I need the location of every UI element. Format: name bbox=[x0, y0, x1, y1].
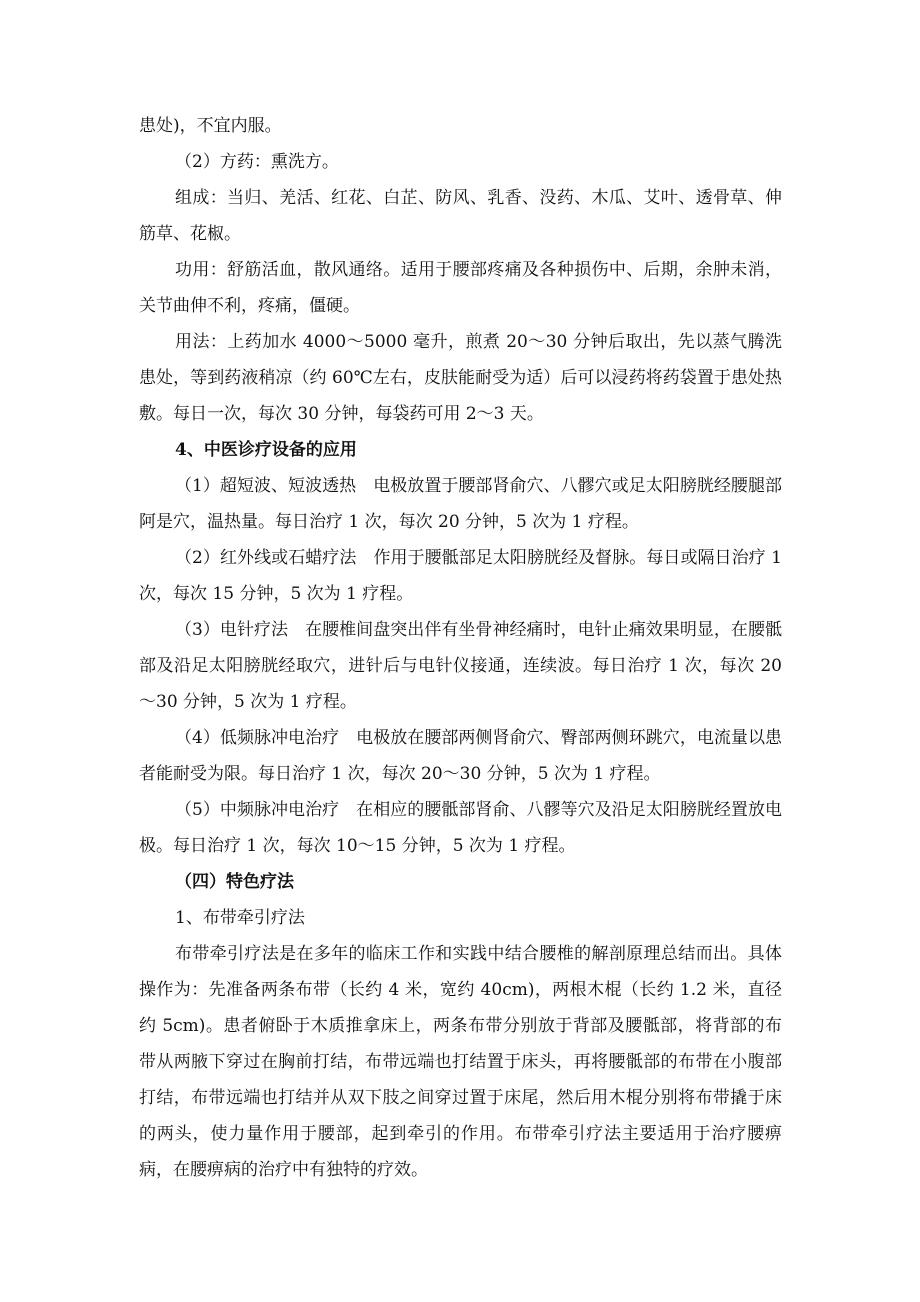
paragraph-function: 功用：舒筋活血，散风通络。适用于腰部疼痛及各种损伤中、后期，余肿未消，关节曲伸不利，疼痛，僵硬。 bbox=[139, 260, 782, 316]
document-body bbox=[139, 108, 782, 1188]
subheading-cloth-traction: 1、布带牵引疗法 bbox=[175, 908, 305, 928]
paragraph-continuation: 患处)，不宜内服。 bbox=[139, 116, 282, 136]
paragraph-usage: 用法：上药加水 4000～5000 毫升，煎煮 20～30 分钟后取出，先以蒸气腾洗患处，等到药液稍凉（约 60℃左右，皮肤能耐受为适）后可以浸药将药袋置于患处热敷。每日一次，每次 30 分钟，每袋药可用 2～3 天。 bbox=[139, 332, 782, 424]
paragraph-low-frequency: （4）低频脉冲电治疗 电极放在腰部两侧肾俞穴、臀部两侧环跳穴，电流量以患者能耐受为限。每日治疗 1 次，每次 20～30 分钟，5 次为 1 疗程。 bbox=[139, 728, 782, 784]
paragraph-medium-frequency: （5）中频脉冲电治疗 在相应的腰骶部肾俞、八髎等穴及沿足太阳膀胱经置放电极。每日治疗 1 次，每次 10～15 分钟，5 次为 1 疗程。 bbox=[139, 800, 782, 856]
paragraph-shortwave: （1）超短波、短波透热 电极放置于腰部肾俞穴、八髎穴或足太阳膀胱经腰腿部阿是穴，温热量。每日治疗 1 次，每次 20 分钟，5 次为 1 疗程。 bbox=[139, 476, 782, 532]
section-heading-special-therapy: （四）特色疗法 bbox=[175, 872, 294, 892]
paragraph-formula-title: （2）方药：熏洗方。 bbox=[175, 152, 339, 172]
paragraph-cloth-traction: 布带牵引疗法是在多年的临床工作和实践中结合腰椎的解剖原理总结而出。具体操作为：先准备两条布带（长约 4 米，宽约 40cm)，两根木棍（长约 1.2 米，直径约 5cm)。患者俯卧于木质推拿床上，两条布带分别放于背部及腰骶部，将背部的布带从两腋下穿过在胸前打结，布带远端也打结置于床头，再将腰骶部的布带在小腹部打结，布带远端也打结并从双下肢之间穿过置于床尾，然后用木棍分别将布带撬于床的两头，使力量作用于腰部，起到牵引的作用。布带牵引疗法主要适用于治疗腰痹病，在腰痹病的治疗中有独特的疗效。 bbox=[139, 944, 782, 1180]
paragraph-electroacupuncture: （3）电针疗法 在腰椎间盘突出伴有坐骨神经痛时，电针止痛效果明显，在腰骶部及沿足太阳膀胱经取穴，进针后与电针仪接通，连续波。每日治疗 1 次，每次 20～30 分钟，5 次为 1 疗程。 bbox=[139, 620, 782, 712]
section-heading-equipment: 4、中医诊疗设备的应用 bbox=[175, 440, 357, 460]
paragraph-composition: 组成：当归、羌活、红花、白芷、防风、乳香、没药、木瓜、艾叶、透骨草、伸筋草、花椒。 bbox=[139, 188, 782, 244]
paragraph-infrared: （2）红外线或石蜡疗法 作用于腰骶部足太阳膀胱经及督脉。每日或隔日治疗 1 次，每次 15 分钟，5 次为 1 疗程。 bbox=[139, 548, 782, 604]
